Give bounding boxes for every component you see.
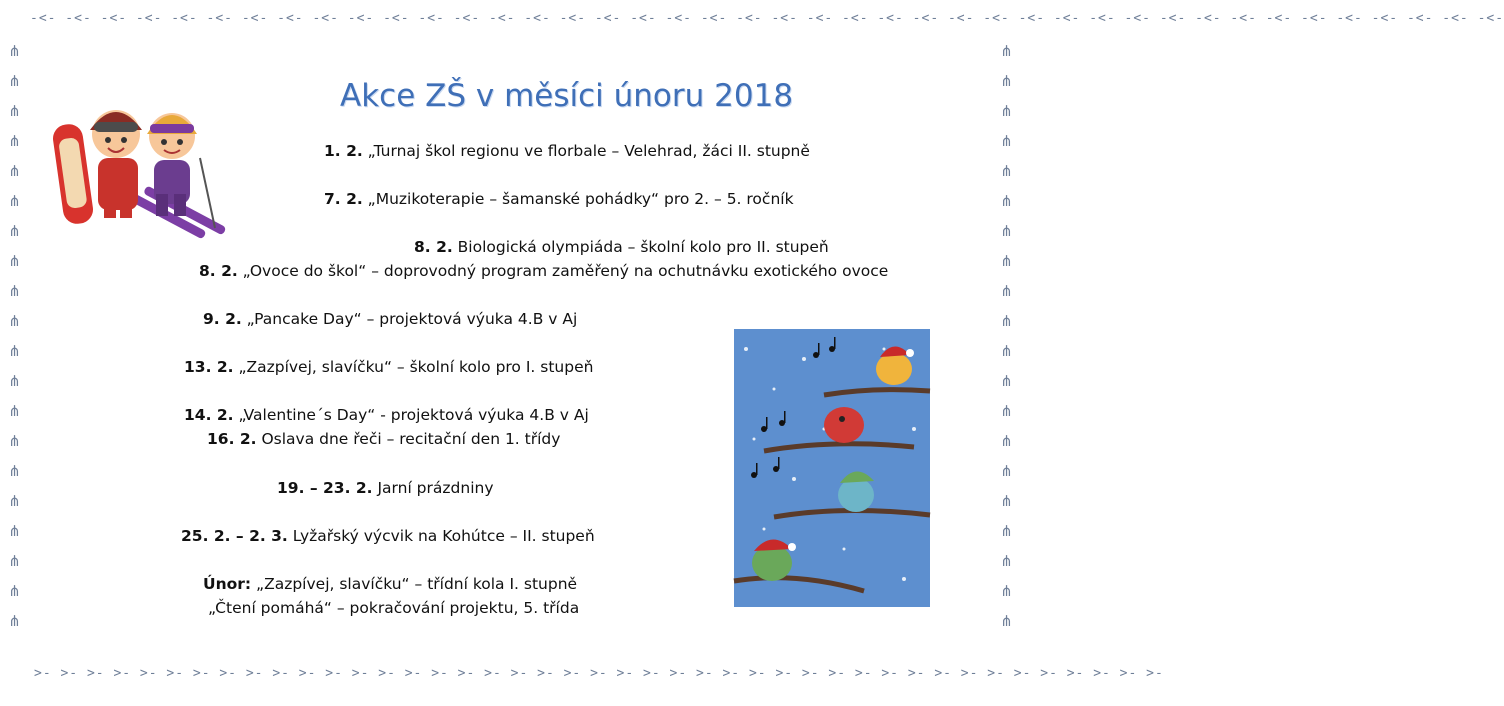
event-text: „Čtení pomáhá“ – pokračování projektu, 5. třída <box>208 599 580 617</box>
event-text: „Turnaj škol regionu ve florbale – Velehrad, žáci II. stupně <box>362 142 810 160</box>
event-line <box>277 479 494 497</box>
event-line <box>181 527 595 545</box>
event-text: Oslava dne řeči – recitační den 1. třídy <box>256 430 561 448</box>
event-date: 25. 2. – 2. 3. <box>181 527 288 545</box>
event-line <box>203 310 577 328</box>
border-bottom-decoration: >- >- >- >- >- >- >- >- >- >- >- >- >- >- >- >- >- >- >- >- >- >- >- >- >- >- >- >- >- >- >- >- >- >- >- >- >- >- >- >- >- >- >- <box>34 666 1164 681</box>
event-text: Lyžařský výcvik na Kohútce – II. stupeň <box>287 527 595 545</box>
border-top-decoration: -<- -<- -<- -<- -<- -<- -<- -<- -<- -<- -<- -<- -<- -<- -<- -<- -<- -<- -<- -<- -<- -<- -<- -<- -<- -<- -<- -<- -<- -<- -<- -<- -<- -<- -<- -<- -<- -<- -<- -<- -<- -<- <box>30 11 1504 26</box>
event-text: „Zazpívej, slavíčku“ – školní kolo pro I. stupeň <box>233 358 594 376</box>
event-date: 19. – 23. 2. <box>277 479 373 497</box>
event-line <box>184 406 589 424</box>
event-date: 14. 2. <box>184 406 234 424</box>
event-date: 8. 2. <box>414 238 453 256</box>
event-date: 9. 2. <box>203 310 242 328</box>
event-text: „Pancake Day“ – projektová výuka 4.B v Aj <box>241 310 578 328</box>
skiing-children-illustration <box>50 88 230 238</box>
event-date: Únor: <box>203 575 252 593</box>
event-date: 8. 2. <box>199 262 238 280</box>
event-line <box>184 358 593 376</box>
event-text: Biologická olympiáda – školní kolo pro II. stupeň <box>452 238 829 256</box>
singing-birds-illustration <box>734 329 930 607</box>
event-line <box>207 430 560 448</box>
event-line <box>208 599 579 617</box>
event-line <box>324 190 794 208</box>
event-text: Jarní prázdniny <box>372 479 494 497</box>
event-date: 1. 2. <box>324 142 363 160</box>
event-line <box>199 262 888 280</box>
page-title: Akce ZŠ v měsíci únoru 2018 <box>340 78 794 114</box>
border-right-decoration: ⋔ ⋔ ⋔ ⋔ ⋔ ⋔ ⋔ ⋔ ⋔ ⋔ ⋔ ⋔ ⋔ ⋔ ⋔ ⋔ ⋔ ⋔ ⋔ ⋔ <box>1000 42 1014 630</box>
event-line <box>414 238 829 256</box>
event-date: 13. 2. <box>184 358 234 376</box>
event-text: „Valentine´s Day“ - projektová výuka 4.B v Aj <box>233 406 589 424</box>
event-line <box>324 142 810 160</box>
event-date: 16. 2. <box>207 430 257 448</box>
event-text: „Ovoce do škol“ – doprovodný program zaměřený na ochutnávku exotického ovoce <box>237 262 889 280</box>
event-text: „Zazpívej, slavíčku“ – třídní kola I. stupně <box>251 575 578 593</box>
event-date: 7. 2. <box>324 190 363 208</box>
event-text: „Muzikoterapie – šamanské pohádky“ pro 2. – 5. ročník <box>362 190 794 208</box>
event-line <box>203 575 577 593</box>
border-left-decoration: ⋔ ⋔ ⋔ ⋔ ⋔ ⋔ ⋔ ⋔ ⋔ ⋔ ⋔ ⋔ ⋔ ⋔ ⋔ ⋔ ⋔ ⋔ ⋔ ⋔ <box>8 42 22 630</box>
